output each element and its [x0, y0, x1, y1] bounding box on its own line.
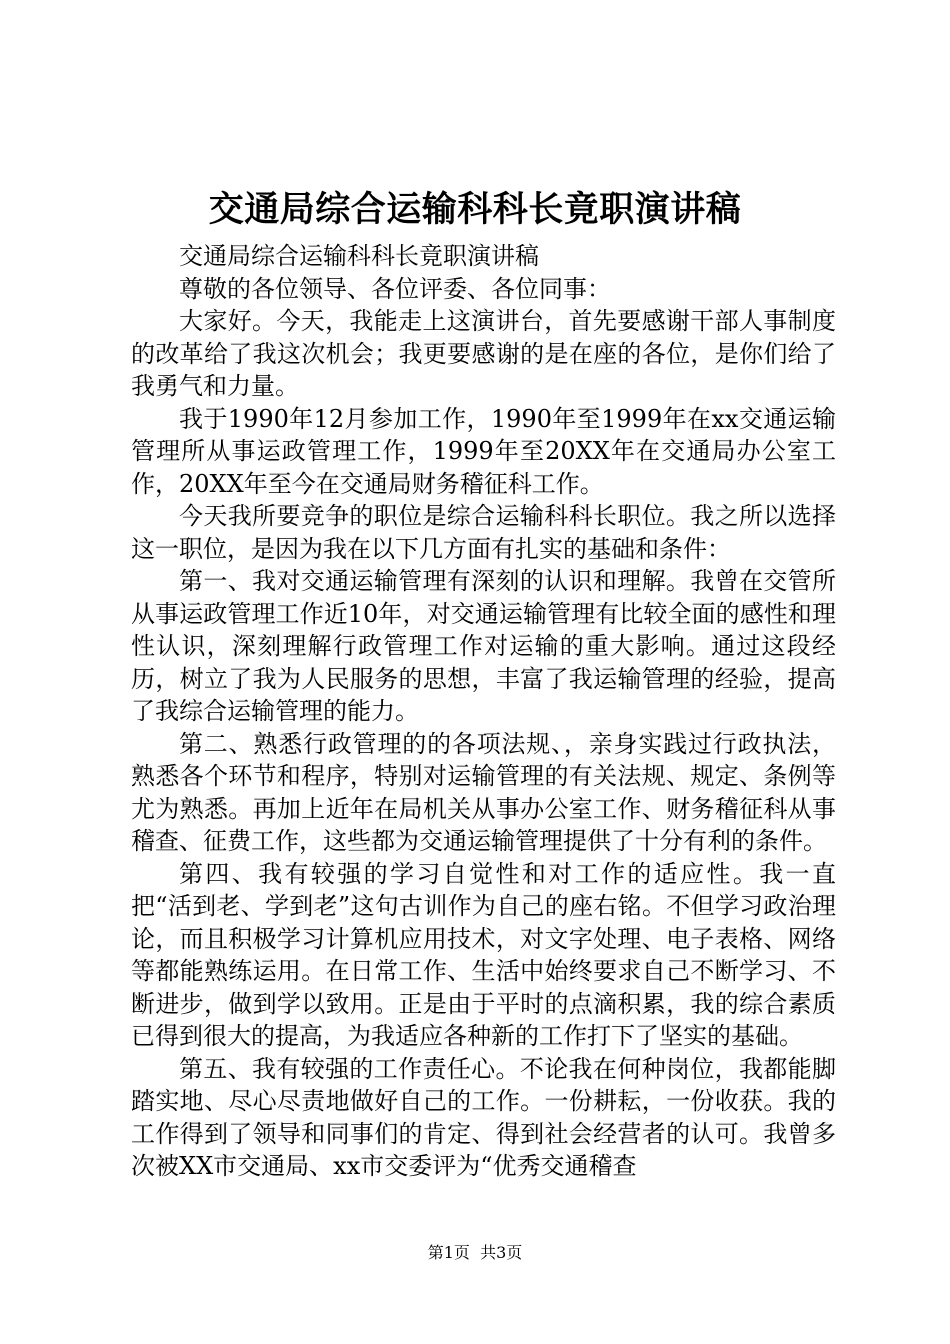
- document-title: 交通局综合运输科科长竟职演讲稿: [208, 189, 742, 230]
- page-total: 共3页: [480, 1243, 523, 1262]
- paragraph: 尊敬的各位领导、各位评委、各位同事：: [179, 274, 611, 303]
- paragraph: 大家好。今天，我能走上这演讲台，首先要感谢干部人事制度的改革给了我这次机会；我更要感谢的是在座的各位，是你们给了我勇气和力量。: [131, 307, 836, 400]
- paragraph: 第四、我有较强的学习自觉性和对工作的适应性。我一直把“活到老、学到老”这句古训作为自己的座右铭。不但学习政治理论，而且积极学习计算机应用技术，对文字处理、电子表格、网络等都能熟练运用。在日常工作、生活中始终要求自己不断学习、不断进步，做到学以致用。正是由于平时的点滴积累，我的综合素质已得到很大的提高，为我适应各种新的工作打下了坚实的基础。: [131, 859, 836, 1050]
- paragraph: 第五、我有较强的工作责任心。不论我在何种岗位，我都能脚踏实地、尽心尽责地做好自己的工作。一份耕耘，一份收获。我的工作得到了领导和同事们的肯定、得到社会经营者的认可。我曾多次被XX市交通局、xx市交委评为“优秀交通稽查: [131, 1054, 836, 1180]
- paragraph: 第一、我对交通运输管理有深刻的认识和理解。我曾在交管所从事运政管理工作近10年，对交通运输管理有比较全面的感性和理性认识，深刻理解行政管理工作对运输的重大影响。通过这段经历，树立了我为人民服务的思想，丰富了我运输管理的经验，提高了我综合运输管理的能力。: [131, 567, 836, 725]
- page-footer: [0, 1242, 950, 1264]
- page-number: 第1页: [427, 1243, 470, 1262]
- paragraph: 第二、熟悉行政管理的的各项法规、，亲身实践过行政执法，熟悉各个环节和程序，特别对运输管理的有关法规、规定、条例等尤为熟悉。再加上近年在局机关从事办公室工作、财务稽征科从事稽查、征费工作，这些都为交通运输管理提供了十分有利的条件。: [131, 729, 836, 855]
- document-body: [131, 240, 836, 1183]
- paragraph: 我于1990年12月参加工作，1990年至1999年在xx交通运输管理所从事运政管理工作，1999年至20XX年在交通局办公室工作，20XX年至今在交通局财务稽征科工作。: [131, 404, 836, 498]
- paragraph: 今天我所要竞争的职位是综合运输科科长职位。我之所以选择这一职位，是因为我在以下几方面有扎实的基础和条件：: [131, 502, 836, 563]
- paragraph: 交通局综合运输科科长竟职演讲稿: [179, 242, 539, 270]
